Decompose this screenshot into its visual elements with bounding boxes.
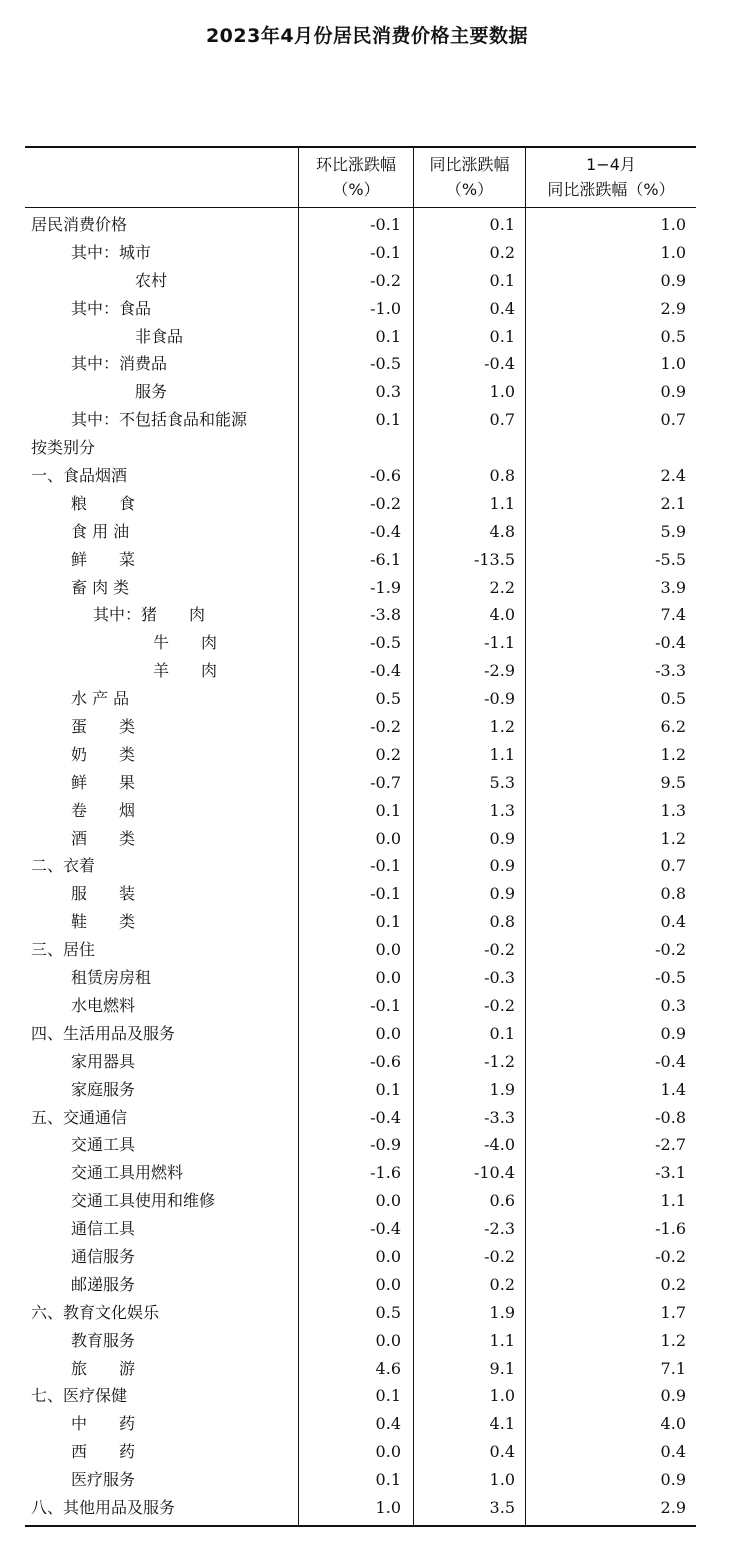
yoy-value: -0.4 bbox=[484, 354, 515, 374]
yoy-value: 1.9 bbox=[489, 1079, 515, 1099]
yoy-value: 1.9 bbox=[489, 1302, 515, 1322]
table-row bbox=[25, 908, 696, 936]
ytd-value: -3.3 bbox=[655, 661, 686, 681]
yoy-value: -1.2 bbox=[484, 1051, 515, 1071]
table-row bbox=[25, 1020, 696, 1048]
row-label: 水电燃料 bbox=[71, 995, 136, 1015]
yoy-value: 0.1 bbox=[489, 1023, 515, 1043]
yoy-value: -2.3 bbox=[484, 1219, 515, 1239]
row-label: 通信服务 bbox=[71, 1246, 136, 1266]
ytd-value: 0.9 bbox=[660, 382, 686, 402]
ytd-value: 7.1 bbox=[660, 1358, 686, 1378]
table-row bbox=[25, 852, 696, 880]
mom-value: 0.0 bbox=[375, 1023, 401, 1043]
header-mom-line2: （%） bbox=[332, 180, 380, 199]
header-yoy bbox=[414, 152, 525, 202]
table-row bbox=[25, 546, 696, 574]
row-label: 旅 游 bbox=[71, 1358, 136, 1378]
yoy-value: 0.4 bbox=[489, 1442, 515, 1462]
ytd-value: 0.5 bbox=[660, 689, 686, 709]
mom-value: 0.0 bbox=[375, 940, 401, 960]
table-row bbox=[25, 1299, 696, 1327]
table-row bbox=[25, 1104, 696, 1132]
yoy-value: -3.3 bbox=[484, 1107, 515, 1127]
mom-value: -1.6 bbox=[370, 1163, 401, 1183]
row-label: 教育服务 bbox=[71, 1330, 136, 1350]
row-label: 居民消费价格 bbox=[31, 215, 128, 234]
yoy-value: -1.1 bbox=[484, 633, 515, 653]
table-row bbox=[25, 434, 696, 462]
mom-value: -0.7 bbox=[370, 772, 401, 792]
row-label: 交通工具用燃料 bbox=[71, 1163, 184, 1183]
yoy-value: -0.2 bbox=[484, 940, 515, 960]
row-label: 卷 烟 bbox=[71, 800, 136, 820]
table-row bbox=[25, 1159, 696, 1187]
ytd-value: 0.4 bbox=[660, 1442, 686, 1462]
mom-value: 1.0 bbox=[375, 1497, 401, 1517]
yoy-value: 0.6 bbox=[489, 1191, 515, 1211]
yoy-value: 1.3 bbox=[489, 800, 515, 820]
mom-value: -0.2 bbox=[370, 493, 401, 513]
yoy-value: 1.1 bbox=[489, 1330, 515, 1350]
row-label: 四、生活用品及服务 bbox=[31, 1023, 176, 1043]
yoy-value: 1.1 bbox=[489, 744, 515, 764]
ytd-value: 0.4 bbox=[660, 912, 686, 932]
table-row bbox=[25, 267, 696, 295]
row-label: 交通工具 bbox=[71, 1135, 136, 1155]
mom-value: 0.1 bbox=[375, 800, 401, 820]
header-ytd-line2: 同比涨跌幅（%） bbox=[547, 180, 675, 199]
mom-value: 0.3 bbox=[375, 382, 401, 402]
row-label: 鲜 果 bbox=[71, 772, 136, 792]
row-label: 五、交通通信 bbox=[31, 1107, 128, 1127]
row-label: 六、教育文化娱乐 bbox=[31, 1302, 160, 1322]
ytd-value: 5.9 bbox=[660, 521, 686, 541]
ytd-value: 1.3 bbox=[660, 800, 686, 820]
mom-value: 0.0 bbox=[375, 828, 401, 848]
yoy-value: 1.0 bbox=[489, 1470, 515, 1490]
row-label: 服务 bbox=[135, 382, 168, 402]
row-label: 食 用 油 bbox=[71, 521, 130, 541]
mom-value: -0.4 bbox=[370, 1219, 401, 1239]
header-yoy-line2: （%） bbox=[445, 180, 494, 199]
row-label: 其中：食品 bbox=[71, 298, 152, 318]
row-label: 西 药 bbox=[71, 1442, 136, 1462]
yoy-value: 4.8 bbox=[489, 521, 515, 541]
ytd-value: 1.0 bbox=[660, 242, 686, 262]
mom-value: -0.5 bbox=[370, 354, 401, 374]
page-title: 2023年4月份居民消费价格主要数据 bbox=[205, 25, 529, 47]
yoy-value: 2.2 bbox=[489, 577, 515, 597]
header-ytd-line1: 1−4月 bbox=[586, 155, 636, 174]
row-label: 其中：城市 bbox=[71, 242, 152, 262]
table-row bbox=[25, 1355, 696, 1383]
ytd-value: 0.9 bbox=[660, 1470, 686, 1490]
table-row bbox=[25, 1438, 696, 1466]
row-label: 酒 类 bbox=[71, 828, 136, 848]
table-row bbox=[25, 657, 696, 685]
table-row bbox=[25, 741, 696, 769]
header-ytd bbox=[526, 152, 696, 202]
yoy-value: 0.8 bbox=[489, 912, 515, 932]
table-row bbox=[25, 1494, 696, 1522]
row-label: 蛋 类 bbox=[71, 717, 136, 737]
mom-value: -0.5 bbox=[370, 633, 401, 653]
mom-value: 0.1 bbox=[375, 1386, 401, 1406]
table-row bbox=[25, 1076, 696, 1104]
yoy-value: 4.1 bbox=[489, 1414, 515, 1434]
ytd-value: 6.2 bbox=[660, 717, 686, 737]
ytd-value: 1.2 bbox=[660, 1330, 686, 1350]
table-row bbox=[25, 1243, 696, 1271]
yoy-value: 0.1 bbox=[489, 270, 515, 290]
row-label: 通信工具 bbox=[71, 1219, 136, 1239]
mom-value: 0.0 bbox=[375, 1246, 401, 1266]
row-label: 粮 食 bbox=[71, 493, 136, 513]
ytd-value: 0.3 bbox=[660, 995, 686, 1015]
table-header bbox=[25, 148, 696, 208]
table-row bbox=[25, 295, 696, 323]
yoy-value: 0.7 bbox=[489, 410, 515, 430]
ytd-value: 1.7 bbox=[660, 1302, 686, 1322]
ytd-value: 1.2 bbox=[660, 828, 686, 848]
ytd-value: 0.9 bbox=[660, 1386, 686, 1406]
table-row bbox=[25, 713, 696, 741]
yoy-value: 0.9 bbox=[489, 828, 515, 848]
cpi-table bbox=[25, 146, 696, 1527]
mom-value: 0.1 bbox=[375, 410, 401, 430]
table-row bbox=[25, 462, 696, 490]
row-label: 水 产 品 bbox=[71, 689, 130, 709]
table-row bbox=[25, 601, 696, 629]
yoy-value: -13.5 bbox=[473, 549, 515, 569]
ytd-value: 0.7 bbox=[660, 856, 686, 876]
yoy-value: 1.0 bbox=[489, 1386, 515, 1406]
mom-value: -1.9 bbox=[370, 577, 401, 597]
mom-value: -0.1 bbox=[370, 856, 401, 876]
row-label: 租赁房房租 bbox=[71, 968, 152, 988]
mom-value: 0.0 bbox=[375, 1274, 401, 1294]
yoy-value: 0.9 bbox=[489, 884, 515, 904]
row-label: 一、食品烟酒 bbox=[31, 466, 128, 486]
mom-value: -3.8 bbox=[370, 605, 401, 625]
yoy-value: 3.5 bbox=[489, 1497, 515, 1517]
row-label: 服 装 bbox=[71, 884, 136, 904]
yoy-value: 4.0 bbox=[489, 605, 515, 625]
mom-value: 0.0 bbox=[375, 1442, 401, 1462]
yoy-value: 0.4 bbox=[489, 298, 515, 318]
row-label: 鲜 菜 bbox=[71, 549, 136, 569]
row-label: 牛 肉 bbox=[153, 633, 218, 653]
yoy-value: 9.1 bbox=[489, 1358, 515, 1378]
table-row bbox=[25, 378, 696, 406]
header-mom bbox=[299, 152, 413, 202]
ytd-value: -0.4 bbox=[655, 1051, 686, 1071]
ytd-value: 1.4 bbox=[660, 1079, 686, 1099]
table-row bbox=[25, 825, 696, 853]
ytd-value: -0.4 bbox=[655, 633, 686, 653]
table-row bbox=[25, 518, 696, 546]
row-label: 八、其他用品及服务 bbox=[31, 1497, 176, 1517]
mom-value: 0.5 bbox=[375, 1302, 401, 1322]
table-row bbox=[25, 1187, 696, 1215]
ytd-value: 4.0 bbox=[660, 1414, 686, 1434]
mom-value: -1.0 bbox=[370, 298, 401, 318]
row-label: 中 药 bbox=[71, 1414, 136, 1434]
ytd-value: -3.1 bbox=[655, 1163, 686, 1183]
header-yoy-line1: 同比涨跌幅 bbox=[429, 155, 510, 174]
ytd-value: -0.8 bbox=[655, 1107, 686, 1127]
table-row bbox=[25, 1382, 696, 1410]
mom-value: -0.6 bbox=[370, 1051, 401, 1071]
mom-value: -0.2 bbox=[370, 717, 401, 737]
mom-value: -0.9 bbox=[370, 1135, 401, 1155]
yoy-value: 0.8 bbox=[489, 466, 515, 486]
table-row bbox=[25, 490, 696, 518]
mom-value: 4.6 bbox=[375, 1358, 401, 1378]
table-row bbox=[25, 239, 696, 267]
ytd-value: 0.5 bbox=[660, 326, 686, 346]
ytd-value: 2.4 bbox=[660, 466, 686, 486]
table-row bbox=[25, 1215, 696, 1243]
ytd-value: 0.9 bbox=[660, 270, 686, 290]
mom-value: 0.2 bbox=[375, 744, 401, 764]
mom-value: -0.4 bbox=[370, 521, 401, 541]
ytd-value: 1.2 bbox=[660, 744, 686, 764]
row-label: 非食品 bbox=[135, 326, 184, 346]
ytd-value: 1.1 bbox=[660, 1191, 686, 1211]
table-row bbox=[25, 1466, 696, 1494]
ytd-value: 1.0 bbox=[660, 354, 686, 374]
mom-value: -0.2 bbox=[370, 270, 401, 290]
table-row bbox=[25, 350, 696, 378]
mom-value: -0.4 bbox=[370, 1107, 401, 1127]
yoy-value: 0.1 bbox=[489, 215, 515, 234]
table-row bbox=[25, 211, 696, 239]
mom-value: -0.1 bbox=[370, 215, 401, 234]
row-label: 其中：消费品 bbox=[71, 354, 168, 374]
row-label: 羊 肉 bbox=[153, 661, 218, 681]
ytd-value: -1.6 bbox=[655, 1219, 686, 1239]
mom-value: 0.0 bbox=[375, 968, 401, 988]
table-row bbox=[25, 797, 696, 825]
ytd-value: 2.1 bbox=[660, 493, 686, 513]
mom-value: -0.4 bbox=[370, 661, 401, 681]
row-label: 按类别分 bbox=[31, 438, 96, 458]
row-label: 家用器具 bbox=[71, 1051, 136, 1071]
mom-value: 0.5 bbox=[375, 689, 401, 709]
yoy-value: 1.2 bbox=[489, 717, 515, 737]
row-label: 邮递服务 bbox=[71, 1274, 136, 1294]
ytd-value: 3.9 bbox=[660, 577, 686, 597]
mom-value: 0.1 bbox=[375, 912, 401, 932]
table-row bbox=[25, 1271, 696, 1299]
table-row bbox=[25, 992, 696, 1020]
table-body bbox=[25, 208, 696, 1525]
ytd-value: 0.8 bbox=[660, 884, 686, 904]
mom-value: 0.0 bbox=[375, 1191, 401, 1211]
mom-value: -0.1 bbox=[370, 884, 401, 904]
table-row bbox=[25, 323, 696, 351]
yoy-value: -0.3 bbox=[484, 968, 515, 988]
yoy-value: -4.0 bbox=[484, 1135, 515, 1155]
ytd-value: 0.9 bbox=[660, 1023, 686, 1043]
table-row bbox=[25, 1410, 696, 1438]
row-label: 其中：猪 肉 bbox=[93, 605, 206, 625]
mom-value: -0.6 bbox=[370, 466, 401, 486]
yoy-value: 0.2 bbox=[489, 1274, 515, 1294]
yoy-value: 0.1 bbox=[489, 326, 515, 346]
yoy-value: 1.0 bbox=[489, 382, 515, 402]
ytd-value: -2.7 bbox=[655, 1135, 686, 1155]
yoy-value: 5.3 bbox=[489, 772, 515, 792]
mom-value: 0.4 bbox=[375, 1414, 401, 1434]
ytd-value: 2.9 bbox=[660, 1497, 686, 1517]
ytd-value: 2.9 bbox=[660, 298, 686, 318]
row-label: 医疗服务 bbox=[71, 1470, 136, 1490]
table-row bbox=[25, 629, 696, 657]
row-label: 七、医疗保健 bbox=[31, 1386, 128, 1406]
row-label: 家庭服务 bbox=[71, 1079, 136, 1099]
yoy-value: -0.2 bbox=[484, 1246, 515, 1266]
ytd-value: 9.5 bbox=[660, 772, 686, 792]
ytd-value: -5.5 bbox=[655, 549, 686, 569]
row-label: 奶 类 bbox=[71, 744, 136, 764]
row-label: 交通工具使用和维修 bbox=[71, 1191, 216, 1211]
table-row bbox=[25, 574, 696, 602]
mom-value: 0.1 bbox=[375, 1470, 401, 1490]
ytd-value: -0.5 bbox=[655, 968, 686, 988]
table-row bbox=[25, 1048, 696, 1076]
ytd-value: -0.2 bbox=[655, 940, 686, 960]
row-label: 其中：不包括食品和能源 bbox=[71, 410, 248, 430]
yoy-value: -2.9 bbox=[484, 661, 515, 681]
mom-value: 0.1 bbox=[375, 1079, 401, 1099]
ytd-value: 0.7 bbox=[660, 410, 686, 430]
yoy-value: 0.2 bbox=[489, 242, 515, 262]
table-row bbox=[25, 880, 696, 908]
table-row bbox=[25, 964, 696, 992]
mom-value: -0.1 bbox=[370, 995, 401, 1015]
mom-value: -6.1 bbox=[370, 549, 401, 569]
mom-value: 0.0 bbox=[375, 1330, 401, 1350]
yoy-value: -0.2 bbox=[484, 995, 515, 1015]
row-label: 畜 肉 类 bbox=[71, 577, 130, 597]
row-label: 鞋 类 bbox=[71, 912, 136, 932]
yoy-value: 0.9 bbox=[489, 856, 515, 876]
table-row bbox=[25, 1327, 696, 1355]
ytd-value: -0.2 bbox=[655, 1246, 686, 1266]
ytd-value: 7.4 bbox=[660, 605, 686, 625]
row-label: 农村 bbox=[135, 270, 168, 290]
table-row bbox=[25, 1131, 696, 1159]
row-label: 二、衣着 bbox=[31, 856, 96, 876]
yoy-value: -0.9 bbox=[484, 689, 515, 709]
ytd-value: 0.2 bbox=[660, 1274, 686, 1294]
mom-value: -0.1 bbox=[370, 242, 401, 262]
ytd-value: 1.0 bbox=[660, 215, 686, 234]
yoy-value: 1.1 bbox=[489, 493, 515, 513]
table-row bbox=[25, 406, 696, 434]
mom-value: 0.1 bbox=[375, 326, 401, 346]
table-row bbox=[25, 769, 696, 797]
table-row bbox=[25, 936, 696, 964]
table-row bbox=[25, 685, 696, 713]
row-label: 三、居住 bbox=[31, 940, 96, 960]
yoy-value: -10.4 bbox=[473, 1163, 515, 1183]
header-mom-line1: 环比涨跌幅 bbox=[315, 155, 396, 174]
